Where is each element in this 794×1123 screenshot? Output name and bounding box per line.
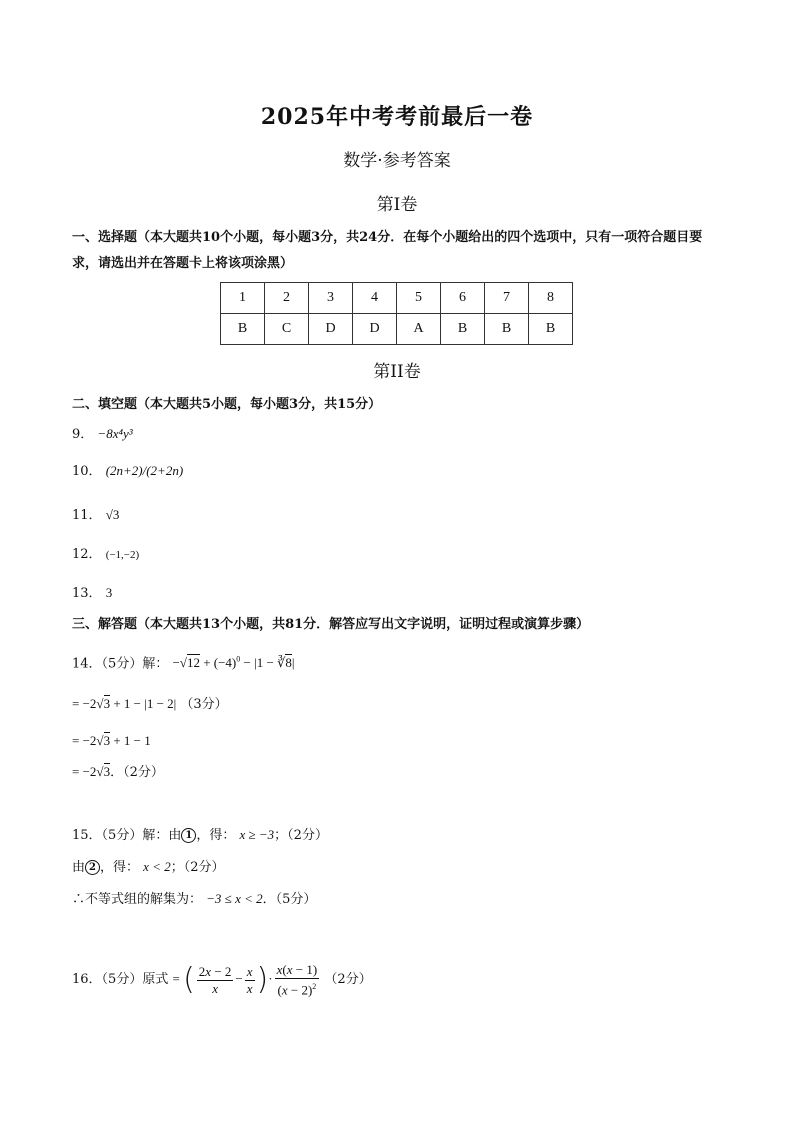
q15-line-1: [72, 825, 328, 846]
circled-one-icon: 1: [181, 828, 196, 843]
answer-number-cell: 2: [265, 283, 309, 314]
page-title: 2025年中考考前最后一卷: [260, 104, 534, 130]
answer-choice-cell: B: [485, 314, 529, 345]
q14-score-1: （3分）: [180, 697, 228, 712]
answer-q13: [72, 583, 112, 604]
q15-score-3: ．（5分）: [262, 892, 317, 907]
answer-table-answer-row: [221, 314, 573, 345]
answer-q11: [72, 505, 119, 526]
q14-line-2: [72, 731, 151, 752]
answer-number-cell: 1: [221, 283, 265, 314]
q10-label: 10．: [72, 464, 102, 479]
section-fill-heading: 二、填空题（本大题共5小题，每小题3分，共15分）: [72, 397, 382, 412]
answer-choice-cell: A: [397, 314, 441, 345]
q15-line-3: [72, 889, 316, 910]
q14-step-3: = −2√3: [72, 764, 111, 779]
q14-line-1: [72, 694, 228, 715]
answer-q12: [72, 545, 139, 565]
page-subtitle: 数学·参考答案: [343, 151, 451, 171]
q16-label: 16．（5分）原式: [72, 972, 169, 987]
answer-q10: [72, 461, 183, 482]
q15-result-2: x < 2: [143, 859, 171, 874]
q16-line-1: [72, 955, 372, 1004]
q14-label: 14．（5分）解：: [72, 656, 169, 672]
q11-answer: √3: [105, 507, 120, 522]
q14-line-3: [72, 762, 164, 783]
answer-choice-cell: D: [353, 314, 397, 345]
q15-result-1: x ≥ −3: [239, 827, 275, 842]
q13-answer: 3: [105, 585, 113, 600]
answer-choice-cell: C: [265, 314, 309, 345]
answer-table-number-row: [221, 283, 573, 314]
q16-expression: = ( $\frac{2x - 2}{x}$ − $\frac{x}{x}$ )· $\frac{x(x - 1)}{(x - 2)^2}$: [172, 961, 318, 998]
q9-answer: −8x⁴y³: [97, 426, 133, 441]
q15-label: 15．（5分）解：由: [72, 828, 182, 843]
answer-number-cell: 6: [441, 283, 485, 314]
q15-text-2b: ，得：: [100, 860, 140, 875]
q15-score-2: ；（2分）: [170, 860, 225, 875]
q15-result-3: −3 ≤ x < 2: [206, 891, 263, 906]
q15-text-3: ∴不等式组的解集为：: [72, 892, 203, 907]
answer-number-cell: 3: [309, 283, 353, 314]
q14-step-2: = −2√3 + 1 − 1: [72, 733, 151, 748]
part-one-heading: 第Ⅰ卷: [376, 195, 418, 215]
circled-two-icon: 2: [85, 860, 100, 875]
q15-text-1: ，得：: [196, 828, 236, 843]
q15-score-1: ；（2分）: [274, 828, 328, 843]
q15-line-2: [72, 857, 225, 878]
q9-label: 9．: [72, 427, 94, 442]
q14-expression: $-√12 + (-4)^0 - |1$ − ∛8|: [172, 655, 295, 671]
part-two-heading: 第II卷: [373, 362, 421, 382]
q14-step-1: = −2√3 + 1 − |1 − 2|: [72, 696, 177, 711]
q15-text-2a: 由: [72, 860, 86, 875]
q14-score-3: ．（2分）: [110, 765, 164, 780]
q14-line-0: [72, 650, 294, 674]
section-solve-heading: 三、解答题（本大题共13个小题，共81分．解答应写出文字说明，证明过程或演算步骤）: [72, 617, 590, 632]
answer-number-cell: 7: [485, 283, 529, 314]
answer-number-cell: 5: [397, 283, 441, 314]
q16-score: （2分）: [324, 972, 372, 987]
answer-choice-cell: B: [441, 314, 485, 345]
answer-number-cell: 4: [353, 283, 397, 314]
answer-choice-cell: B: [529, 314, 573, 345]
answer-choice-cell: B: [221, 314, 265, 345]
section-choice-heading: 一、选择题（本大题共10个小题，每小题3分，共24分．在每个小题给出的四个选项中，只有一项符合题目要求，请选出并在答题卡上将该项涂黑）: [72, 230, 703, 271]
q12-label: 12．: [72, 547, 102, 562]
answer-number-cell: 8: [529, 283, 573, 314]
q10-answer: (2n+2)/(2+2n): [105, 463, 184, 478]
answer-choice-cell: D: [309, 314, 353, 345]
q11-label: 11．: [72, 508, 102, 523]
q12-answer: (−1,−2): [105, 549, 140, 561]
answer-table: [220, 282, 573, 345]
answer-q9: [72, 424, 133, 445]
q13-label: 13．: [72, 586, 102, 601]
